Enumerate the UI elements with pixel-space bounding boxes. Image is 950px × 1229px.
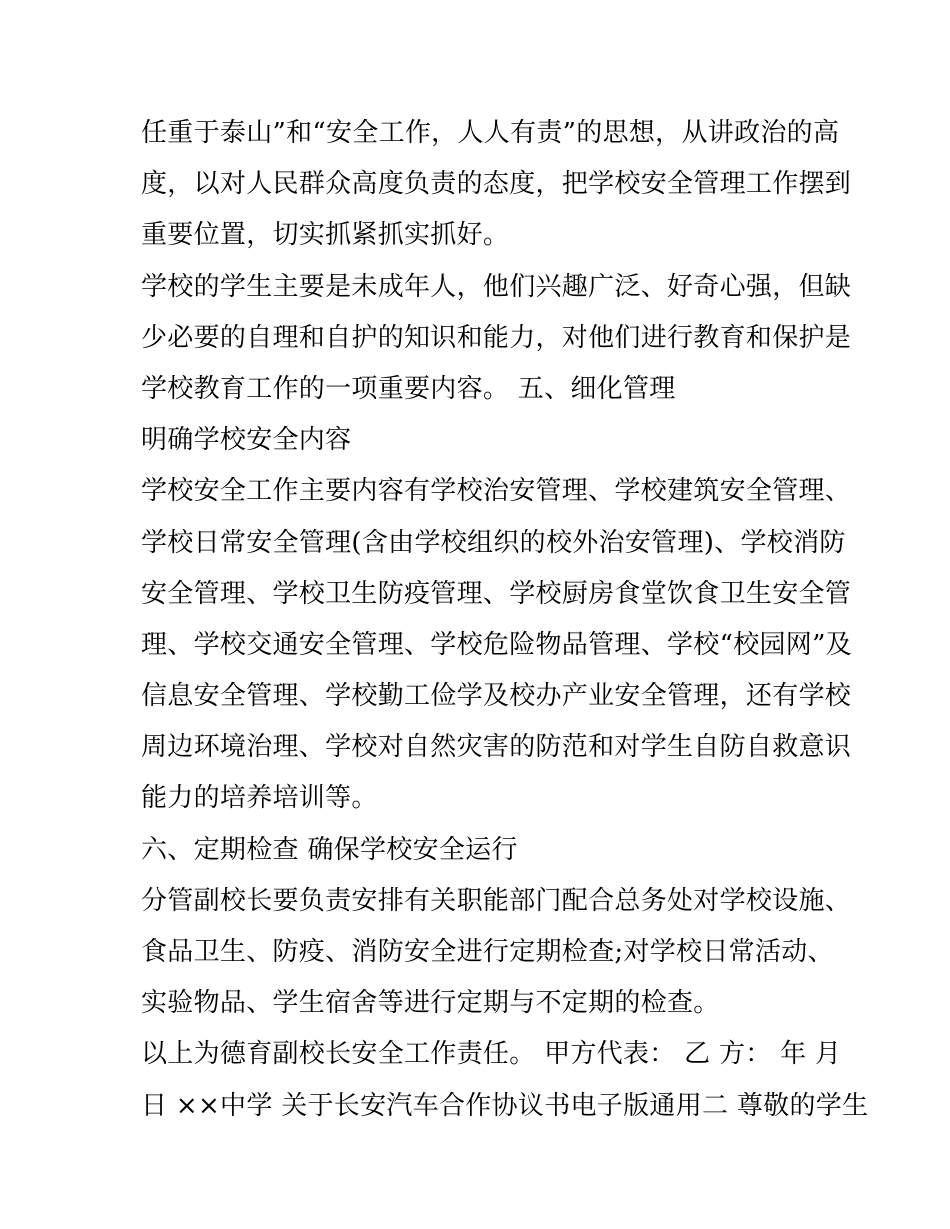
text-line: 安全管理、学校卫生防疫管理、学校厨房食堂饮食卫生安全管 <box>141 578 852 609</box>
text-line: 重要位置，切实抓紧抓实抓好。 <box>141 220 510 251</box>
text-line: 信息安全管理、学校勤工俭学及校办产业安全管理，还有学校 <box>141 681 852 712</box>
text-line: 日 ××中学 关于长安汽车合作协议书电子版通用二 尊敬的学生 <box>141 1090 869 1121</box>
text-line: 食品卫生、防疫、消防安全进行定期检查;对学校日常活动、 <box>141 937 834 967</box>
text-line: 能力的培养培训等。 <box>141 783 378 814</box>
section-heading-line: 学校教育工作的一项重要内容。 五、细化管理 <box>141 373 676 404</box>
text-line: 实验物品、学生宿舍等进行定期与不定期的检查。 <box>141 988 720 1019</box>
text-line: 周边环境治理、学校对自然灾害的防范和对学生自防自救意识 <box>141 732 852 763</box>
document-body <box>141 108 869 1132</box>
text-line: 学校的学生主要是未成年人，他们兴趣广泛、好奇心强，但缺 <box>141 271 852 302</box>
text-line: 少必要的自理和自护的知识和能力，对他们进行教育和保护是 <box>141 322 852 353</box>
text-line: 任重于泰山”和“安全工作，人人有责”的思想，从讲政治的高 <box>141 118 840 148</box>
text-line: 学校日常安全管理(含由学校组织的校外治安管理)、学校消防 <box>141 527 846 558</box>
section-heading-line: 六、定期检查 确保学校安全运行 <box>141 834 518 865</box>
text-line: 理、学校交通安全管理、学校危险物品管理、学校“校园网”及 <box>141 629 852 660</box>
section-heading-line: 明确学校安全内容 <box>141 425 352 456</box>
text-line: 学校安全工作主要内容有学校治安管理、学校建筑安全管理、 <box>141 476 852 507</box>
text-line: 分管副校长要负责安排有关职能部门配合总务处对学校设施、 <box>141 885 852 916</box>
text-line: 度，以对人民群众高度负责的态度，把学校安全管理工作摆到 <box>141 169 852 200</box>
text-line: 以上为德育副校长安全工作责任。 甲方代表： 乙 方： 年 月 <box>141 1039 842 1070</box>
